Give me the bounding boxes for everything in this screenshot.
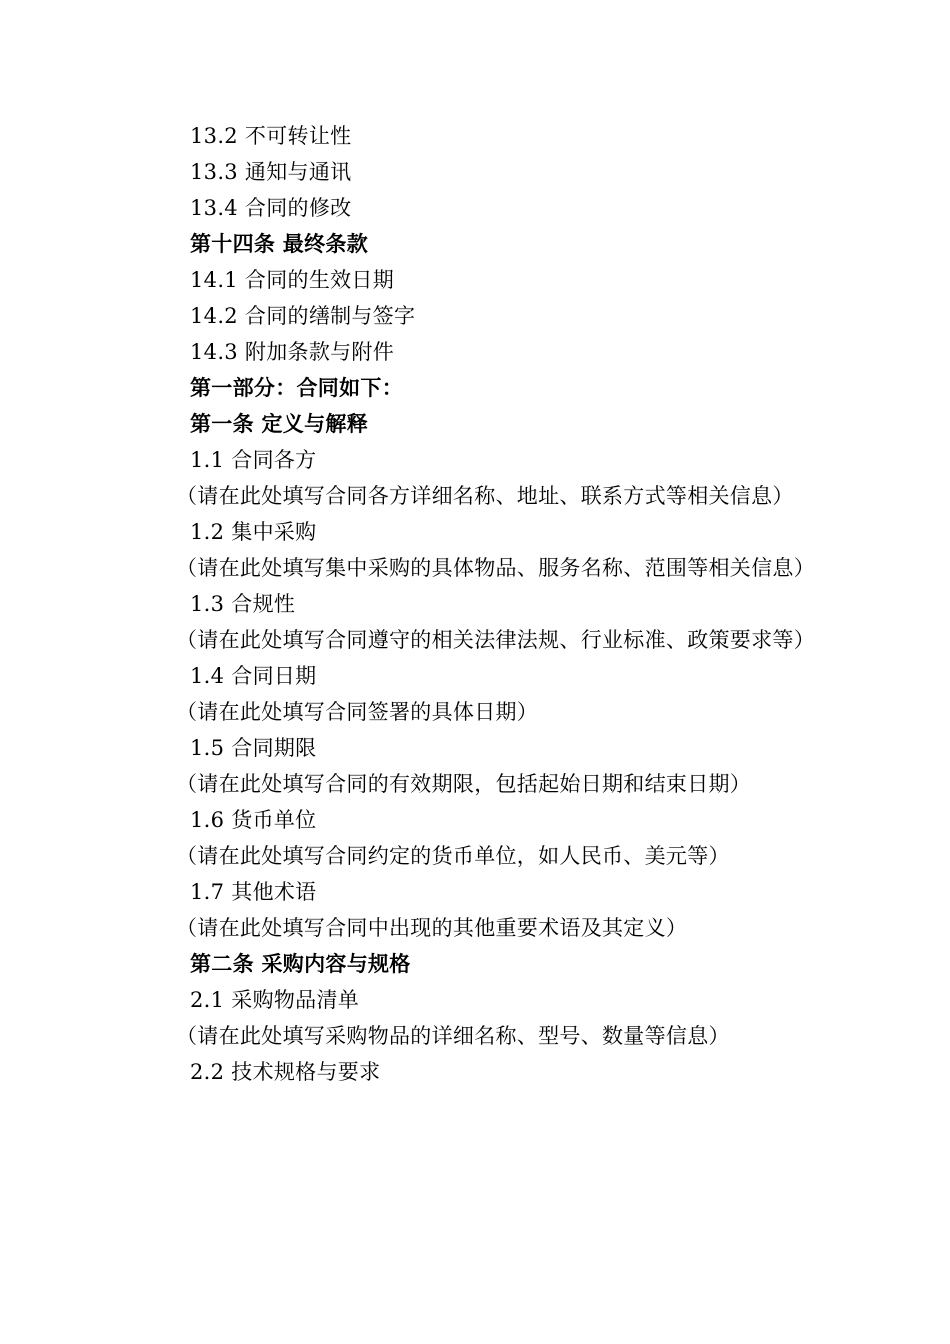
section-2-2-title: 2.2 技术规格与要求 — [190, 1060, 381, 1084]
section-1-6-placeholder: （请在此处填写合同约定的货币单位，如人民币、美元等） — [176, 844, 730, 868]
section-1-4-title: 1.4 合同日期 — [190, 664, 317, 688]
section-1-2-title: 1.2 集中采购 — [190, 520, 317, 544]
section-1-3-title: 1.3 合规性 — [190, 592, 296, 616]
document-body — [145, 118, 815, 1090]
part-one-heading: 第一部分：合同如下： — [190, 376, 403, 400]
section-1-2-placeholder: （请在此处填写集中采购的具体物品、服务名称、范围等相关信息） — [176, 556, 815, 580]
toc-item-14-1: 14.1 合同的生效日期 — [190, 268, 395, 292]
section-1-3-placeholder: （请在此处填写合同遵守的相关法律法规、行业标准、政策要求等） — [176, 628, 815, 652]
section-2-1-placeholder: （请在此处填写采购物品的详细名称、型号、数量等信息） — [176, 1024, 730, 1048]
toc-item-13-4: 13.4 合同的修改 — [190, 196, 352, 220]
section-1-5-placeholder: （请在此处填写合同的有效期限，包括起始日期和结束日期） — [176, 772, 752, 796]
toc-article-14-heading: 第十四条 最终条款 — [190, 232, 369, 256]
section-1-7-placeholder: （请在此处填写合同中出现的其他重要术语及其定义） — [176, 916, 688, 940]
toc-item-14-2: 14.2 合同的缮制与签字 — [190, 304, 416, 328]
section-1-6-title: 1.6 货币单位 — [190, 808, 317, 832]
section-1-1-title: 1.1 合同各方 — [190, 448, 317, 472]
toc-item-13-2: 13.2 不可转让性 — [190, 124, 352, 148]
section-1-1-placeholder: （请在此处填写合同各方详细名称、地址、联系方式等相关信息） — [176, 484, 794, 508]
toc-item-13-3: 13.3 通知与通讯 — [190, 160, 352, 184]
section-1-5-title: 1.5 合同期限 — [190, 736, 317, 760]
section-2-1-title: 2.1 采购物品清单 — [190, 988, 360, 1012]
article-1-heading: 第一条 定义与解释 — [190, 412, 369, 436]
toc-item-14-3: 14.3 附加条款与附件 — [190, 340, 395, 364]
section-1-4-placeholder: （请在此处填写合同签署的具体日期） — [176, 700, 539, 724]
article-2-heading: 第二条 采购内容与规格 — [190, 952, 411, 976]
section-1-7-title: 1.7 其他术语 — [190, 880, 317, 904]
